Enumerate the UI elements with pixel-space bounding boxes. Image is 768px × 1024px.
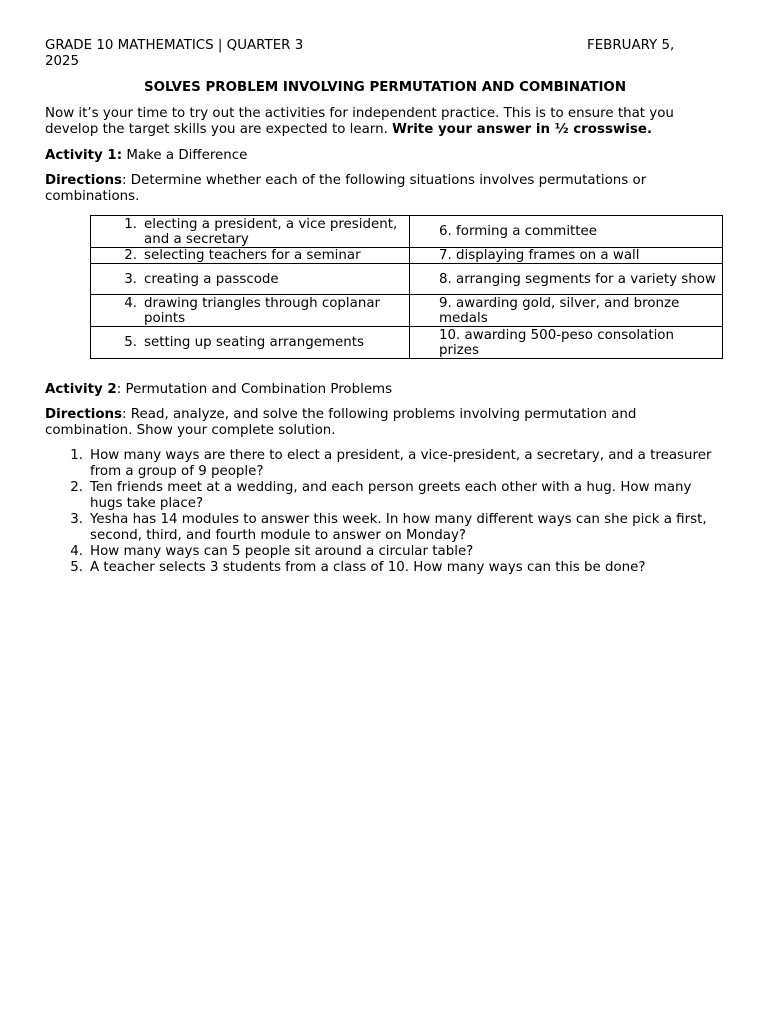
item-text: 7. displaying frames on a wall [439,248,640,263]
page-title: SOLVES PROBLEM INVOLVING PERMUTATION AND COMBINATION [143,80,627,95]
item-text: 10. awarding 500-peso consolation prizes [439,327,674,358]
activity1-directions [45,173,725,205]
item-number: 2. [124,248,137,263]
activity2-heading [45,382,725,398]
problem-number: 2. [70,480,83,495]
activity1-title: Make a Difference [122,148,248,163]
problem-number: 5. [70,560,83,575]
activity1-label: Activity 1: [45,148,123,163]
problem-text: Ten friends meet at a wedding, and each person greets each other with a hug. How many hugs take place? [90,480,692,511]
table-row [91,295,723,327]
table-cell-left [91,248,410,264]
intro-paragraph [45,106,725,138]
worksheet-page [45,38,725,576]
list-item [45,512,725,544]
table-row [91,216,723,248]
list-item [45,560,725,576]
item-text: 9. awarding gold, silver, and bronze medals [439,295,680,326]
activity2-directions [45,407,725,439]
item-text: electing a president, a vice president, and a secretary [144,216,398,247]
intro-text: Now it’s your time to try out the activities for independent practice. This is to ensure that you develop the target skills you are expected to learn. [45,106,674,137]
item-text: creating a passcode [144,271,279,287]
table-cell-right [410,248,723,264]
item-number: 5. [124,335,137,350]
activity2-directions-label: Directions [45,407,123,422]
table-row [91,248,723,264]
item-text: selecting teachers for a seminar [144,248,361,263]
header-year: 2025 [45,54,80,69]
table-cell-left [91,264,410,295]
list-item [45,448,725,480]
table-row [91,327,723,359]
activity2-title: : Permutation and Combination Problems [116,382,393,397]
situations-table [90,215,723,359]
intro-instruction: Write your answer in ½ crosswise. [392,122,653,137]
table-cell-left [91,295,410,327]
activity1-directions-label: Directions [45,173,123,188]
list-item [45,544,725,560]
table-cell-right [410,216,723,248]
problem-number: 4. [70,544,83,559]
table-cell-left [91,327,410,359]
header-course: GRADE 10 MATHEMATICS | QUARTER 3 [45,38,304,53]
table-cell-right [410,295,723,327]
header-date: FEBRUARY 5, [587,38,675,53]
table-row [91,264,723,295]
problem-text: How many ways can 5 people sit around a circular table? [90,544,474,559]
problem-list [45,448,725,576]
problem-text: Yesha has 14 modules to answer this week. In how many different ways can she pick a first, second, third, and fourth module to answer on Monday? [90,512,707,543]
activity2-directions-text: : Read, analyze, and solve the following problems involving permutation and combination. Show your complete solution. [45,407,637,438]
list-item [45,480,725,512]
activity1-heading [45,148,725,164]
problem-number: 3. [70,512,83,527]
item-number: 3. [124,271,137,287]
item-text: setting up seating arrangements [144,335,364,350]
activity2-label: Activity 2 [45,382,117,397]
problem-text: How many ways are there to elect a president, a vice-president, a secretary, and a treasurer from a group of 9 people? [90,448,712,479]
item-number: 1. [124,216,137,232]
problem-number: 1. [70,448,83,463]
problem-text: A teacher selects 3 students from a class of 10. How many ways can this be done? [90,560,646,575]
header [45,38,725,70]
item-number: 4. [124,295,137,311]
activity1-directions-text: : Determine whether each of the following situations involves permutations or combinations. [45,173,647,204]
item-text: drawing triangles through coplanar points [144,295,381,326]
item-text: 6. forming a committee [439,224,598,239]
table-cell-right [410,327,723,359]
item-text: 8. arranging segments for a variety show [439,271,716,287]
table-cell-left [91,216,410,248]
table-cell-right [410,264,723,295]
